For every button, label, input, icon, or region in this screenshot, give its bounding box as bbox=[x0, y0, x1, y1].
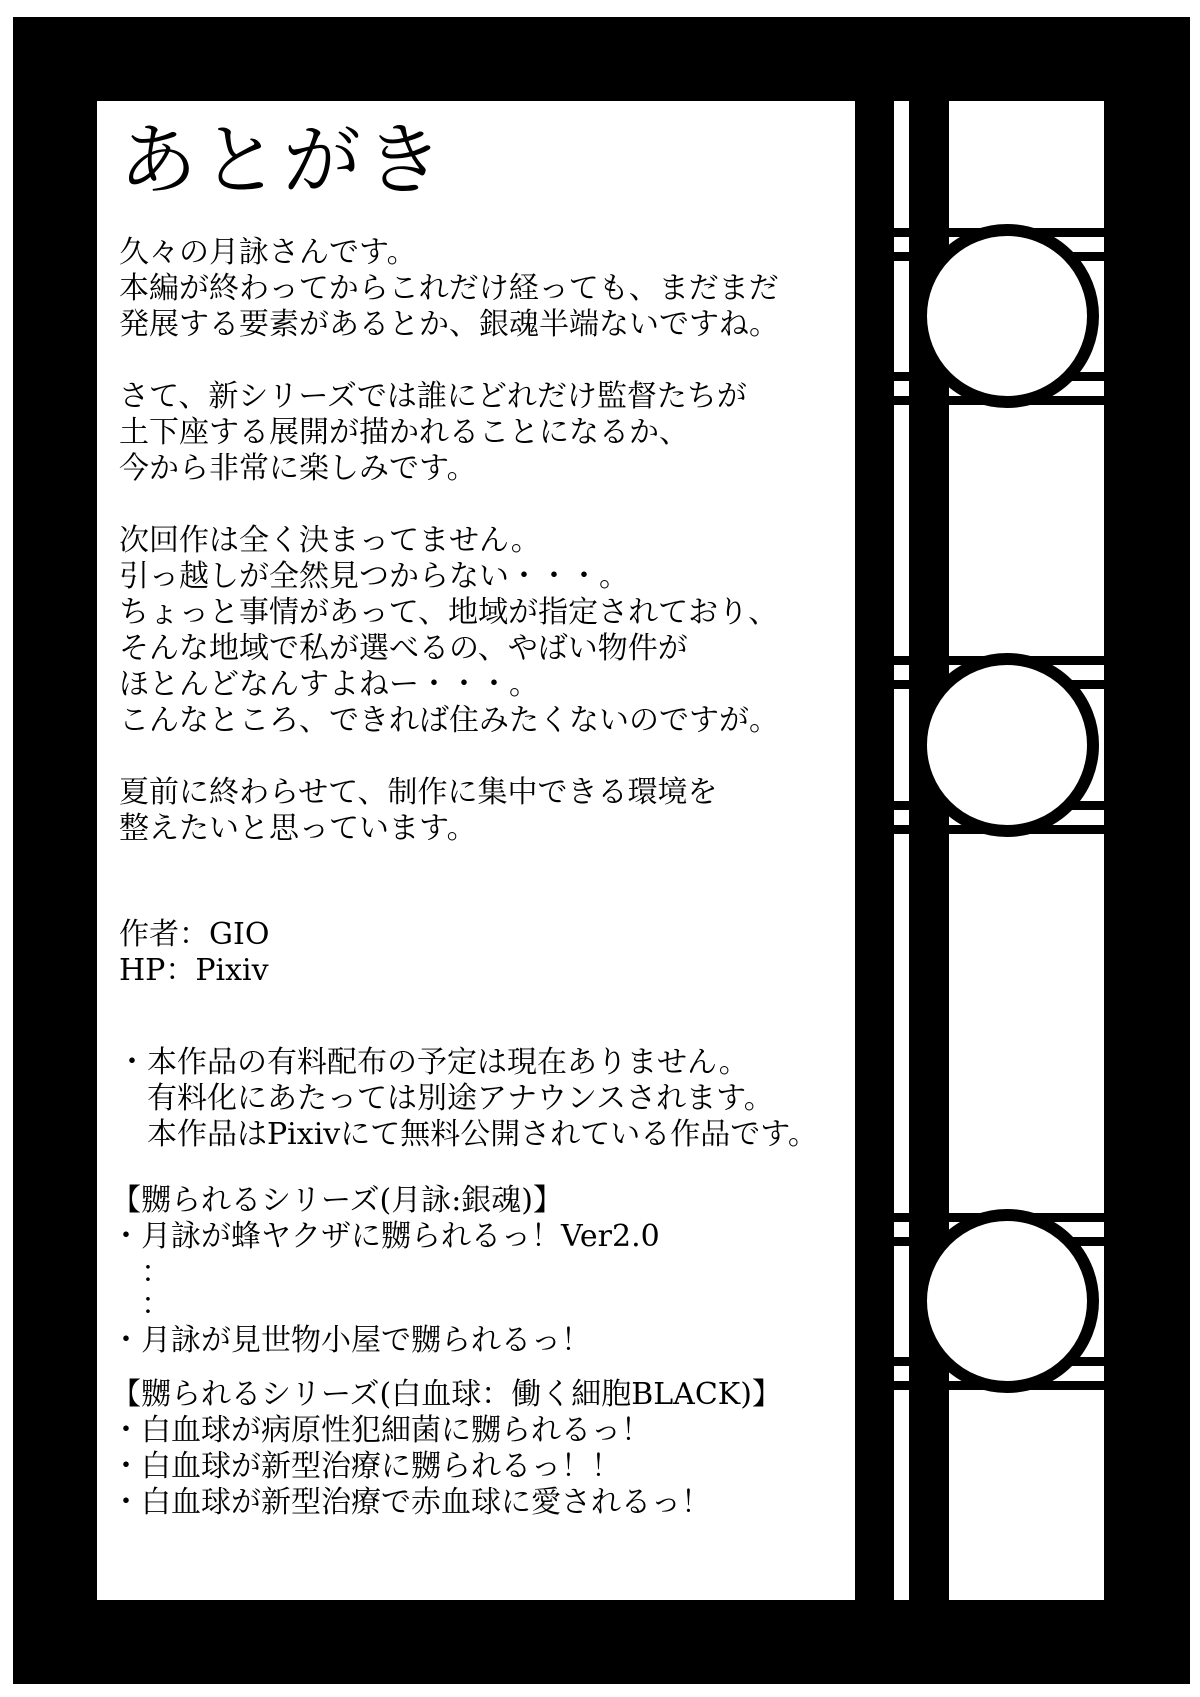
notice-line-2: 有料化にあたっては別途アナウンスされます。 bbox=[117, 1081, 774, 1116]
notice-line-1: ・本作品の有料配布の予定は現在ありません。 bbox=[117, 1045, 749, 1080]
lattice-circle-middle bbox=[921, 659, 1093, 831]
series-1-ellipsis-2: ： bbox=[111, 1287, 171, 1322]
series-2-item-2: ・白血球が新型治療に嬲られるっ！！ bbox=[111, 1449, 621, 1484]
lattice-circle-top bbox=[921, 230, 1093, 402]
page-title: あとがき bbox=[119, 116, 448, 206]
paragraph-2-line-2: 土下座する展開が描かれることになるか、 bbox=[119, 415, 689, 450]
paragraph-1-line-2: 本編が終わってからこれだけ経っても、まだまだ bbox=[119, 271, 779, 306]
paragraph-4-line-2: 整えたいと思っています。 bbox=[119, 811, 477, 846]
author-credit: 作者：GIO bbox=[119, 917, 270, 952]
series-2-heading: 【嬲られるシリーズ(白血球：働く細胞BLACK)】 bbox=[111, 1377, 782, 1412]
series-1-item-1: ・月詠が蜂ヤクザに嬲られるっ！Ver2.0 bbox=[111, 1219, 660, 1254]
paragraph-3-line-5: ほとんどなんすよねー・・・。 bbox=[119, 667, 539, 702]
paragraph-3-line-2: 引っ越しが全然見つからない・・・。 bbox=[119, 559, 629, 594]
series-1-item-2: ・月詠が見世物小屋で嬲られるっ！ bbox=[111, 1323, 591, 1358]
paragraph-1-line-1: 久々の月詠さんです。 bbox=[119, 235, 417, 270]
series-2-item-1: ・白血球が病原性犯細菌に嬲られるっ！ bbox=[111, 1413, 651, 1448]
series-1-ellipsis-1: ： bbox=[111, 1255, 171, 1290]
paragraph-4-line-1: 夏前に終わらせて、制作に集中できる環境を bbox=[119, 775, 718, 810]
lattice-circle-bottom bbox=[921, 1215, 1093, 1387]
paragraph-2-line-3: 今から非常に楽しみです。 bbox=[119, 451, 477, 486]
notice-line-3: 本作品はPixivにて無料公開されている作品です。 bbox=[117, 1117, 818, 1152]
paragraph-1-line-3: 発展する要素があるとか、銀魂半端ないですね。 bbox=[119, 307, 779, 342]
paragraph-3-line-3: ちょっと事情があって、地域が指定されており、 bbox=[119, 595, 779, 630]
homepage-credit: HP：Pixiv bbox=[119, 953, 269, 988]
paragraph-2-line-1: さて、新シリーズでは誰にどれだけ監督たちが bbox=[119, 379, 747, 414]
series-2-item-3: ・白血球が新型治療で赤血球に愛されるっ！ bbox=[111, 1485, 711, 1520]
paragraph-3-line-4: そんな地域で私が選べるの、やばい物件が bbox=[119, 631, 688, 666]
paragraph-3-line-6: こんなところ、できれば住みたくないのですが。 bbox=[119, 703, 779, 738]
series-1-heading: 【嬲られるシリーズ(月詠:銀魂)】 bbox=[111, 1183, 564, 1218]
paragraph-3-line-1: 次回作は全く決まってません。 bbox=[119, 523, 541, 558]
